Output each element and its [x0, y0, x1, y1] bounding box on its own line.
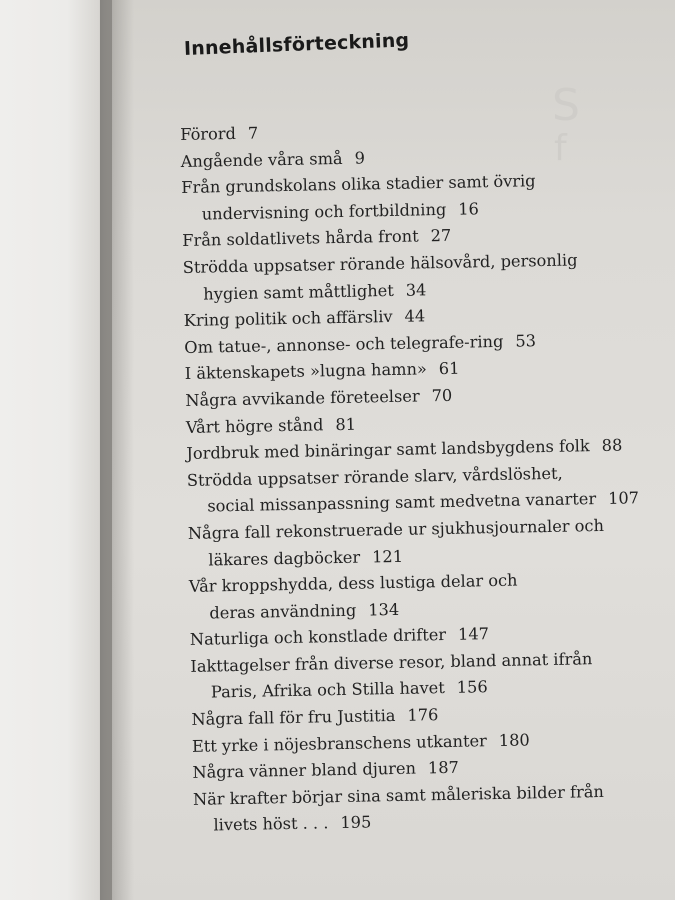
toc-entry-title: Paris, Afrika och Stilla havet — [210, 678, 445, 702]
toc-page-number: 44 — [404, 306, 426, 326]
toc-page-number: 61 — [438, 359, 460, 379]
toc-entry-title: Kring politik och affärsliv — [183, 307, 393, 331]
toc-entry-title: Ett yrke i nöjesbranschens utkanter — [191, 730, 487, 756]
toc-page-number: 156 — [456, 677, 488, 698]
show-through-glyph: S — [552, 80, 580, 131]
toc-page-number: 27 — [430, 226, 452, 246]
toc-entry-title: Från grundskolans olika stadier samt övrig — [181, 171, 536, 198]
toc-entry-title: Förord — [180, 123, 237, 144]
toc-entry-title: läkares dagböcker — [208, 547, 361, 570]
toc-entry-title: undervisning och fortbildning — [201, 199, 447, 224]
toc-page-number: 121 — [371, 546, 404, 566]
toc-entry-title: Vår kroppshydda, dess lustiga delar och — [188, 570, 518, 597]
show-through-glyph: f — [554, 128, 567, 169]
toc-page-number: 176 — [407, 705, 439, 725]
toc-page-number: 195 — [340, 812, 372, 833]
toc-entry-title: Naturliga och konstlade drifter — [189, 625, 447, 650]
toc-entry-title: Strödda uppsatser rörande hälsovård, personlig — [182, 250, 578, 277]
toc-entry-title: Om tatue-, annonse- och telegrafe-ring — [184, 331, 504, 357]
toc-entry-title: Angående våra små — [180, 148, 343, 171]
toc-page-number: 9 — [354, 148, 366, 168]
toc-entry-title: Jordbruk med binäringar samt landsbygdens folk — [186, 436, 590, 464]
toc-page-number: 180 — [498, 730, 530, 750]
toc-entry-title: Vårt högre stånd — [185, 414, 324, 437]
toc-page-number: 81 — [335, 414, 357, 434]
toc-page-number: 147 — [457, 624, 490, 645]
toc-page-number: 134 — [368, 599, 400, 620]
toc-page-number: 70 — [431, 385, 453, 406]
toc-page-number: 107 — [607, 488, 640, 509]
toc-page-number: 187 — [427, 758, 460, 778]
toc-entry-title: Några avvikande företeelser — [185, 386, 420, 410]
toc-entry-title: I äktenskapets »lugna hamn» — [184, 359, 428, 384]
table-of-contents — [180, 112, 675, 839]
toc-page-number: 34 — [405, 279, 427, 300]
toc-page-number: 53 — [515, 330, 537, 351]
left-facing-page — [0, 0, 112, 900]
toc-entry-title: livets höst . . . — [213, 813, 329, 835]
toc-entry-title: Från soldatlivets hårda front — [182, 226, 419, 251]
toc-entry-title: Iakttagelser från diverse resor, bland annat ifrån — [190, 649, 593, 676]
book-gutter-shadow — [100, 0, 134, 900]
toc-entry-title: Några fall för fru Justitia — [191, 706, 396, 729]
toc-entry-title: hygien samt måttlighet — [203, 280, 394, 304]
toc-entry-title: Några vänner bland djuren — [192, 758, 417, 783]
toc-entry-title: social missanpassning samt medvetna vanarter — [207, 489, 597, 516]
toc-entry-title: Strödda uppsatser rörande slarv, vårdslöshet, — [186, 463, 563, 490]
toc-page-number: 88 — [601, 435, 623, 456]
toc-page-number: 7 — [247, 123, 259, 143]
toc-entry-title: Några fall rekonstruerade ur sjukhusjournaler och — [187, 515, 605, 543]
toc-entry-title: deras användning — [209, 600, 357, 623]
toc-entry-title: När krafter börjar sina samt måleriska bilder från — [192, 781, 604, 809]
toc-page-number: 16 — [458, 199, 480, 219]
page-title: Innehållsförteckning — [183, 29, 410, 60]
